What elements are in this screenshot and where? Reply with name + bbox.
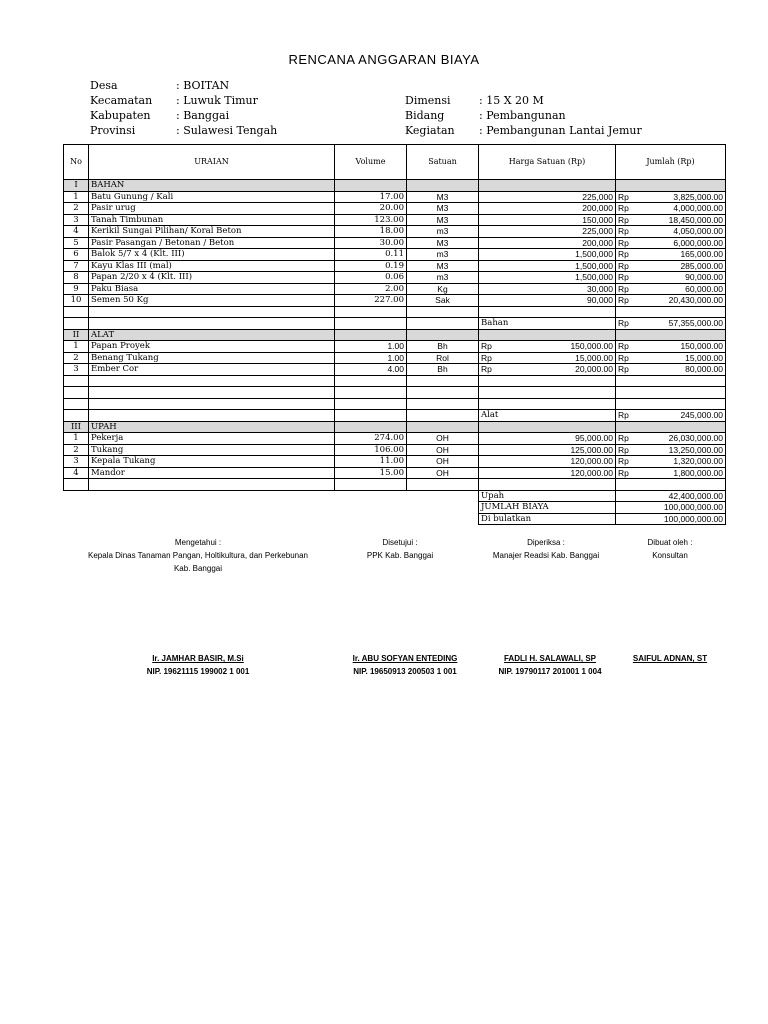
section-no: I bbox=[64, 180, 89, 192]
col-header-satuan: Satuan bbox=[407, 145, 479, 180]
desa-value: : BOITAN bbox=[176, 79, 230, 92]
subtotal-value: 57,355,000.00 bbox=[668, 318, 723, 329]
sig-title: PPK Kab. Banggai bbox=[366, 551, 434, 560]
total-row bbox=[64, 502, 726, 514]
dimensi-label: Dimensi bbox=[405, 94, 451, 107]
signature-disetujui bbox=[330, 538, 470, 560]
sig-nip: NIP. 19650913 200503 1 001 bbox=[353, 667, 457, 676]
kegiatan-label: Kegiatan bbox=[405, 124, 455, 137]
subtotal-label: Bahan bbox=[479, 318, 616, 330]
table-row: 1 Batu Gunung / Kali 17.00 M3 225,000 Rp 3,825,000.00 bbox=[64, 191, 726, 203]
empty-row bbox=[64, 375, 726, 387]
sig-role: Diperiksa : bbox=[527, 538, 565, 547]
kabupaten-value: : Banggai bbox=[176, 109, 230, 122]
section-title: ALAT bbox=[89, 329, 335, 341]
total-value: 100,000,000.00 bbox=[616, 502, 726, 514]
subtotal-label: Alat bbox=[479, 410, 616, 422]
table-row: 2 Benang Tukang 1.00 Rol Rp 15,000.00 Rp 15,000.00 bbox=[64, 352, 726, 364]
sig-role: Mengetahui : bbox=[174, 538, 222, 547]
rounded-label: Di bulatkan bbox=[479, 513, 616, 525]
signature-dibuat-name bbox=[620, 654, 720, 663]
subtotal-row-upah bbox=[64, 490, 726, 502]
signature-disetujui-name bbox=[330, 654, 480, 676]
col-header-jumlah: Jumlah (Rp) bbox=[616, 145, 726, 180]
sig-title-2: Kab. Banggai bbox=[173, 564, 223, 573]
section-no: II bbox=[64, 329, 89, 341]
dimensi-value: : 15 X 20 M bbox=[479, 94, 544, 107]
sig-nip: NIP. 19790117 201001 1 004 bbox=[498, 667, 602, 676]
table-row: 3 Tanah Timbunan 123.00 M3 150,000 Rp 18,450,000.00 bbox=[64, 214, 726, 226]
section-title: UPAH bbox=[89, 421, 335, 433]
signature-mengetahui-name bbox=[63, 654, 333, 676]
document-title: RENCANA ANGGARAN BIAYA bbox=[288, 52, 480, 67]
budget-table bbox=[63, 144, 726, 525]
rounded-row bbox=[64, 513, 726, 525]
sig-name: Ir. JAMHAR BASIR, M.Si bbox=[152, 654, 244, 663]
subtotal-value: 42,400,000.00 bbox=[616, 490, 726, 502]
kegiatan-value: : Pembangunan Lantai Jemur bbox=[479, 124, 642, 137]
signature-diperiksa-name bbox=[480, 654, 620, 676]
subtotal-label: Upah bbox=[479, 490, 616, 502]
desa-label: Desa bbox=[90, 79, 118, 92]
col-header-volume: Volume bbox=[335, 145, 407, 180]
provinsi-label: Provinsi bbox=[90, 124, 136, 137]
section-row-alat bbox=[64, 329, 726, 341]
section-row-bahan bbox=[64, 180, 726, 192]
section-title: BAHAN bbox=[89, 180, 335, 192]
table-row: 4 Kerikil Sungai Pilihan/ Koral Beton 18.00 m3 225,000 Rp 4,050,000.00 bbox=[64, 226, 726, 238]
info-left bbox=[90, 78, 277, 138]
table-row: 2 Tukang 106.00 OH 125,000.00 Rp 13,250,000.00 bbox=[64, 444, 726, 456]
table-row: 5 Pasir Pasangan / Betonan / Beton 30.00 M3 200,000 Rp 6,000,000.00 bbox=[64, 237, 726, 249]
empty-row bbox=[64, 306, 726, 318]
empty-row bbox=[64, 479, 726, 491]
table-row: 2 Pasir urug 20.00 M3 200,000 Rp 4,000,000.00 bbox=[64, 203, 726, 215]
col-header-no: No bbox=[64, 145, 89, 180]
sig-title: Manajer Readsi Kab. Banggai bbox=[492, 551, 600, 560]
signature-dibuat bbox=[620, 538, 720, 560]
sig-role: Disetujui : bbox=[382, 538, 418, 547]
sig-nip: NIP. 19621115 199002 1 001 bbox=[146, 667, 250, 676]
signature-mengetahui bbox=[63, 538, 333, 573]
table-row: 1 Papan Proyek 1.00 Bh Rp 150,000.00 Rp 150,000.00 bbox=[64, 341, 726, 353]
table-row: 3 Kepala Tukang 11.00 OH 120,000.00 Rp 1,320,000.00 bbox=[64, 456, 726, 468]
provinsi-value: : Sulawesi Tengah bbox=[176, 124, 278, 137]
col-header-harga: Harga Satuan (Rp) bbox=[479, 145, 616, 180]
table-row: 8 Papan 2/20 x 4 (Klt. III) 0.06 m3 1,500,000 Rp 90,000.00 bbox=[64, 272, 726, 284]
table-row: 1 Pekerja 274.00 OH 95,000.00 Rp 26,030,000.00 bbox=[64, 433, 726, 445]
rounded-value: 100,000,000.00 bbox=[616, 513, 726, 525]
table-row: 9 Paku Biasa 2.00 Kg 30,000 Rp 60,000.00 bbox=[64, 283, 726, 295]
subtotal-value: 245,000.00 bbox=[680, 410, 723, 421]
table-row: 7 Kayu Klas III (mal) 0.19 M3 1,500,000 Rp 285,000.00 bbox=[64, 260, 726, 272]
sig-title: Konsultan bbox=[652, 551, 688, 560]
kecamatan-value: : Luwuk Timur bbox=[176, 94, 258, 107]
table-row: 10 Semen 50 Kg 227.00 Sak 90,000 Rp 20,430,000.00 bbox=[64, 295, 726, 307]
bidang-label: Bidang bbox=[405, 109, 445, 122]
sig-title: Kepala Dinas Tanaman Pangan, Holtikultura, dan Perkebunan bbox=[88, 551, 308, 560]
kecamatan-label: Kecamatan bbox=[90, 94, 153, 107]
table-row: 6 Balok 5/7 x 4 (Klt. III) 0.11 m3 1,500,000 Rp 165,000.00 bbox=[64, 249, 726, 261]
table-row: 4 Mandor 15.00 OH 120,000.00 Rp 1,800,000.00 bbox=[64, 467, 726, 479]
signature-diperiksa bbox=[476, 538, 616, 560]
empty-row bbox=[64, 398, 726, 410]
subtotal-row-alat: Alat Rp 245,000.00 bbox=[64, 410, 726, 422]
col-header-uraian: URAIAN bbox=[89, 145, 335, 180]
section-row-upah bbox=[64, 421, 726, 433]
sig-name: FADLI H. SALAWALI, SP bbox=[503, 654, 596, 663]
table-row: 3 Ember Cor 4.00 Bh Rp 20,000.00 Rp 80,000.00 bbox=[64, 364, 726, 376]
sig-name: SAIFUL ADNAN, ST bbox=[632, 654, 708, 663]
bidang-value: : Pembangunan bbox=[479, 109, 566, 122]
sig-name: Ir. ABU SOFYAN ENTEDING bbox=[352, 654, 458, 663]
section-no: III bbox=[64, 421, 89, 433]
sig-role: Dibuat oleh : bbox=[647, 538, 693, 547]
subtotal-row-bahan: Bahan Rp 57,355,000.00 bbox=[64, 318, 726, 330]
table-header-row bbox=[64, 145, 726, 180]
kabupaten-label: Kabupaten bbox=[90, 109, 151, 122]
empty-row bbox=[64, 387, 726, 399]
total-label: JUMLAH BIAYA bbox=[479, 502, 616, 514]
info-right bbox=[405, 93, 642, 138]
